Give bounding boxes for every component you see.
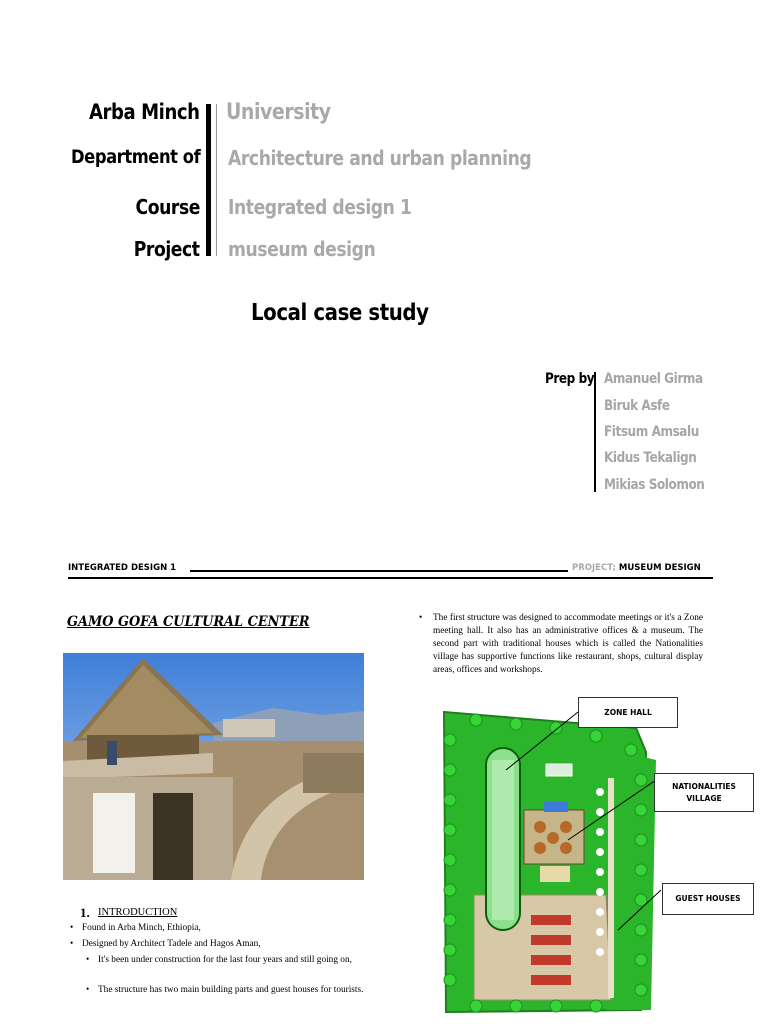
- photo-illustration: [63, 653, 364, 880]
- cover-label-project: Project: [134, 237, 200, 261]
- site-plan: [436, 700, 736, 1016]
- cover-value-course: Integrated design 1: [228, 195, 412, 219]
- section-title: GAMO GOFA CULTURAL CENTER: [67, 614, 310, 630]
- header-project-value: MUSEUM DESIGN: [618, 563, 701, 573]
- header-project-label: PROJECT;: [572, 563, 616, 573]
- prep-divider: [594, 372, 596, 492]
- header-rule: [190, 570, 568, 572]
- author-name: Kidus Tekalign: [604, 450, 697, 466]
- author-name: Fitsum Amsalu: [604, 424, 699, 440]
- cover-label-university: Arba Minch: [89, 100, 200, 124]
- author-name: Biruk Asfe: [604, 398, 670, 414]
- cover-divider-thin: [216, 104, 217, 256]
- intro-number: 1.: [80, 905, 90, 920]
- label-zone-hall: ZONE HALL: [578, 697, 678, 728]
- list-item: • Designed by Architect Tadele and Hagos Aman,: [82, 938, 372, 951]
- intro-heading: INTRODUCTION: [98, 907, 178, 918]
- site-plan-drawing: [436, 700, 736, 1016]
- description-paragraph: The first structure was designed to accommodate meetings or it's a Zone meeting hall. It also has an administrative offices & a museum. The second part with traditional houses which is called the Nationalities village has supportive functions like restaurant, shops, cultural display areas, offices and workshops.: [433, 613, 703, 675]
- author-name: Mikias Solomon: [604, 477, 705, 493]
- cover-subtitle: Local case study: [251, 300, 429, 326]
- cover-divider-bar: [206, 104, 211, 256]
- bullet-icon: •: [419, 613, 423, 623]
- header-course-label: INTEGRATED DESIGN 1: [68, 563, 177, 573]
- cover-value-department: Architecture and urban planning: [228, 146, 532, 170]
- author-name: Amanuel Girma: [604, 371, 703, 387]
- list-item: • Found in Arba Minch, Ethiopia,: [82, 922, 372, 935]
- list-item: • The structure has two main building parts and guest houses for tourists.: [98, 984, 370, 997]
- cover-value-university: University: [226, 100, 331, 125]
- cover-label-course: Course: [135, 195, 200, 219]
- header-bottom-rule: [68, 577, 713, 579]
- cultural-center-photo: [63, 653, 364, 880]
- label-guest-houses: GUEST HOUSES: [662, 883, 754, 915]
- prep-by-label: Prep by: [545, 371, 595, 387]
- cover-label-department: Department of: [70, 146, 200, 168]
- list-item: • It's been under construction for the last four years and still going on,: [98, 954, 370, 967]
- label-nationalities-village: NATIONALITIES VILLAGE: [654, 773, 754, 812]
- header-project: [572, 563, 701, 573]
- cover-value-project: museum design: [228, 237, 376, 261]
